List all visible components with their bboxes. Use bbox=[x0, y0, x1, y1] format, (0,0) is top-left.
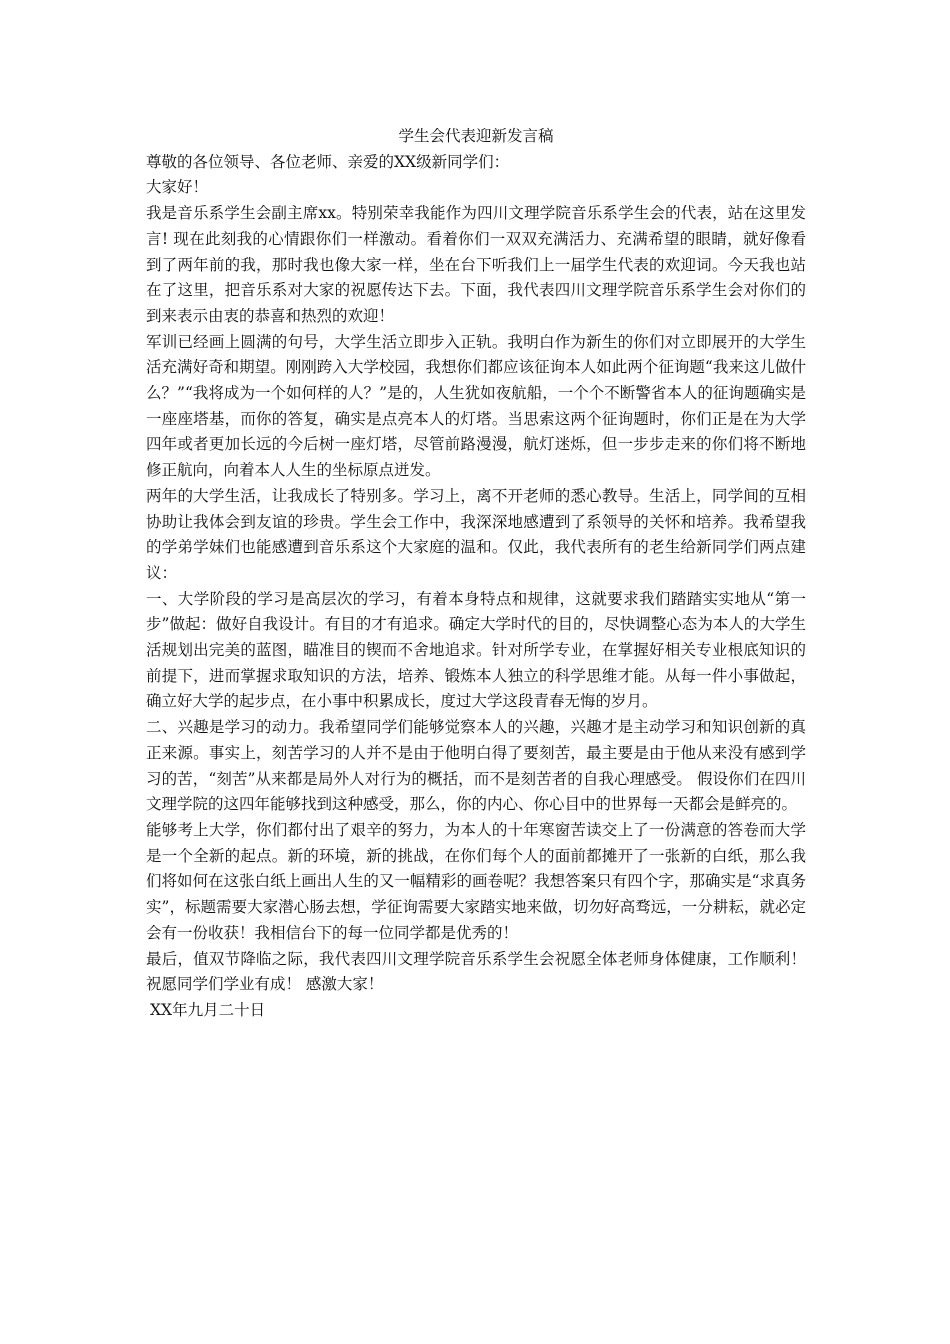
salutation: 尊敬的各位领导、各位老师、亲爱的XX级新同学们： bbox=[146, 152, 510, 171]
paragraph-closing: 最后，值双节降临之际，我代表四川文理学院音乐系学生会祝愿全体老师身体健康，工作顺利！祝愿同学们学业有成！ 感激大家！ bbox=[146, 949, 806, 994]
document-body bbox=[146, 124, 806, 1024]
paragraph-military-training: 军训已经画上圆满的句号，大学生活立即步入正轨。我明白作为新生的你们对立即展开的大学生活充满好奇和期望。刚刚跨入大学校园，我想你们都应该征询本人如此两个征询题“我来这儿做什么？”“我将成为一个如何样的人？”是的，人生犹如夜航船，一个个不断警省本人的征询题确实是一座座塔基，而你的答复，确实是点亮本人的灯塔。当思索这两个征询题时，你们正是在为大学四年或者更加长远的今后树一座灯塔，尽管前路漫漫，航灯迷烁，但一步步走来的你们将不断地修正航向，向着本人人生的坐标原点迸发。 bbox=[146, 332, 806, 480]
paragraph-suggestion-two: 二、兴趣是学习的动力。我希望同学们能够觉察本人的兴趣，兴趣才是主动学习和知识创新的真正来源。事实上，刻苦学习的人并不是由于他明白得了要刻苦，最主要是由于他从来没有感到学习的苦，“刻苦”从来都是局外人对行为的概括，而不是刻苦者的自我心理感受。 假设你们在四川文理学院的这四年能够找到这种感受，那么，你的内心、你心目中的世界每一天都会是鲜亮的。 bbox=[146, 718, 806, 814]
paragraph-two-years: 两年的大学生活，让我成长了特别多。学习上，离不开老师的悉心教导。生活上，同学间的互相协助让我体会到友谊的珍贵。学生会工作中，我深深地感遭到了系领导的关怀和培养。我希望我的学弟学妹们也能感遭到音乐系这个大家庭的温和。仅此，我代表所有的老生给新同学们两点建议： bbox=[146, 486, 806, 582]
greeting: 大家好！ bbox=[146, 178, 209, 197]
document-date: XX年九月二十日 bbox=[150, 1000, 266, 1019]
paragraph-intro: 我是音乐系学生会副主席xx。特别荣幸我能作为四川文理学院音乐系学生会的代表，站在这里发言! 现在此刻我的心情跟你们一样激动。看着你们一双双充满活力、充满希望的眼睛，就好像看到了两年前的我，那时我也像大家一样，坐在台下听我们上一届学生代表的欢迎词。今天我也站在了这里，把音乐系对大家的祝愿传达下去。下面，我代表四川文理学院音乐系学生会对你们的到来表示由衷的恭喜和热烈的欢迎！ bbox=[146, 204, 806, 325]
document-title: 学生会代表迎新发言稿 bbox=[398, 127, 554, 145]
paragraph-suggestion-one: 一、大学阶段的学习是高层次的学习，有着本身特点和规律，这就要求我们踏踏实实地从“第一步”做起：做好自我设计。有目的才有追求。确定大学时代的目的，尽快调整心态为本人的大学生活规划出完美的蓝图，瞄准目的锲而不舍地追求。针对所学专业，在掌握好相关专业根底知识的前提下，进而掌握求取知识的方法，培养、锻炼本人独立的科学思维才能。从每一件小事做起，确立好大学的起步点，在小事中积累成长，度过大学这段青春无悔的岁月。 bbox=[146, 589, 806, 711]
paragraph-new-start: 能够考上大学，你们都付出了艰辛的努力，为本人的十年寒窗苦读交上了一份满意的答卷而大学是一个全新的起点。新的环境，新的挑战，在你们每个人的面前都摊开了一张新的白纸，那么我们将如何在这张白纸上画出人生的又一幅精彩的画卷呢？我想答案只有四个字，那确实是“求真务实”，标题需要大家潜心肠去想，学征询需要大家踏实地来做，切勿好高骛远，一分耕耘，就必定会有一份收获！我相信台下的每一位同学都是优秀的！ bbox=[146, 820, 806, 942]
